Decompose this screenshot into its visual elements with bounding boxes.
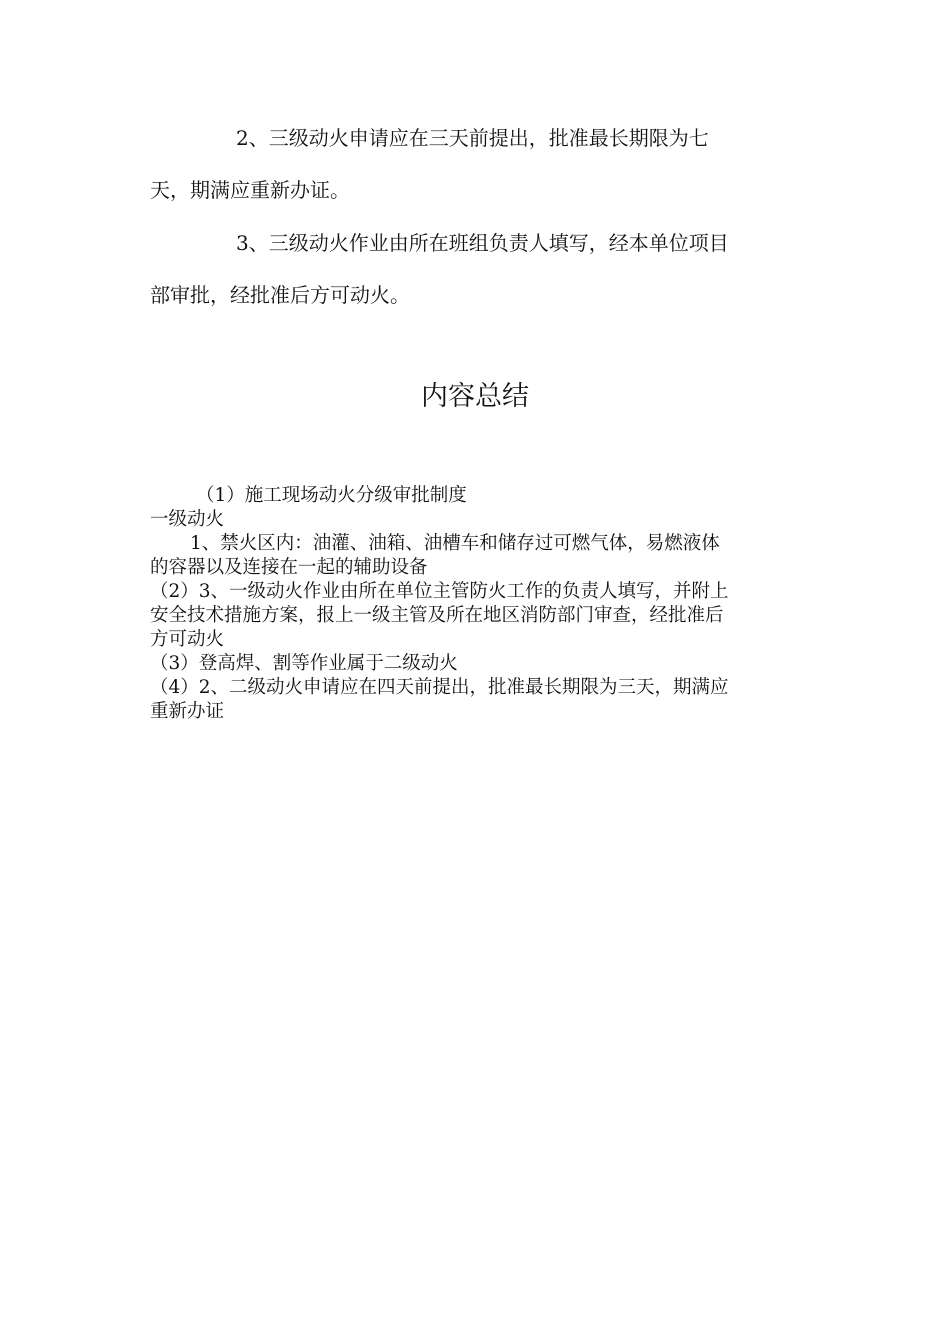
summary-line: 方可动火 bbox=[150, 629, 225, 650]
paragraph-1-line-2: 天，期满应重新办证。 bbox=[150, 178, 350, 202]
summary-title: 内容总结 bbox=[421, 381, 529, 412]
summary-line: （2）3、一级动火作业由所在单位主管防火工作的负责人填写，并附上 bbox=[150, 581, 729, 602]
paragraph-1-line-1: 2、三级动火申请应在三天前提出，批准最长期限为七 bbox=[236, 126, 709, 150]
paragraph-2-line-2: 部审批，经批准后方可动火。 bbox=[150, 283, 410, 307]
summary-line: 一级动火 bbox=[150, 509, 225, 530]
summary-line: （4）2、二级动火申请应在四天前提出，批准最长期限为三天，期满应 bbox=[150, 677, 729, 698]
summary-line: （3）登高焊、割等作业属于二级动火 bbox=[150, 653, 458, 674]
summary-line: （1）施工现场动火分级审批制度 bbox=[196, 485, 467, 506]
paragraph-2-line-1: 3、三级动火作业由所在班组负责人填写，经本单位项目 bbox=[236, 231, 729, 255]
summary-block bbox=[150, 484, 800, 724]
summary-line: 的容器以及连接在一起的辅助设备 bbox=[150, 557, 428, 578]
summary-line: 安全技术措施方案，报上一级主管及所在地区消防部门审查，经批准后 bbox=[150, 605, 724, 626]
summary-line: 1、禁火区内：油灌、油箱、油槽车和储存过可燃气体，易燃液体 bbox=[190, 533, 720, 554]
summary-line: 重新办证 bbox=[150, 701, 225, 722]
